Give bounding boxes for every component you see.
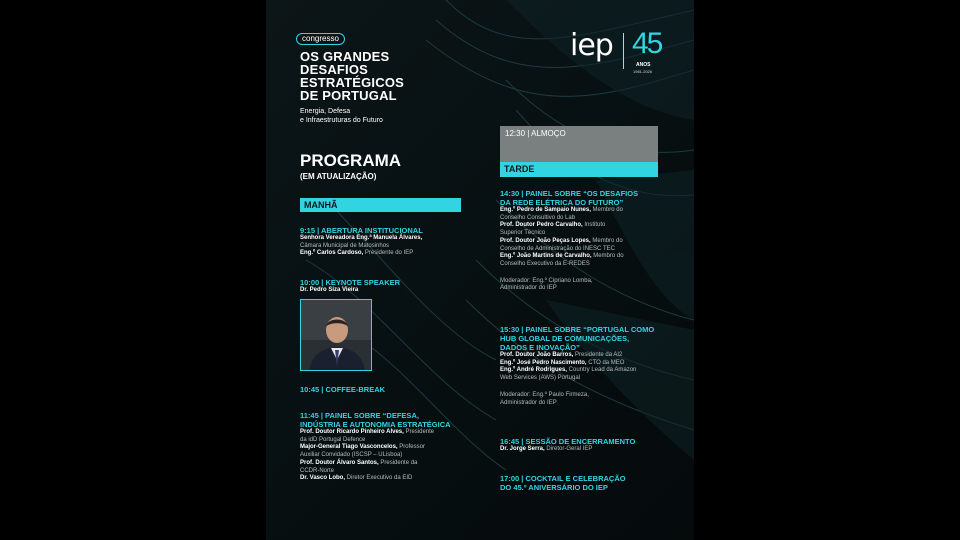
title-line: DE PORTUGAL	[300, 88, 397, 103]
session-painel-rede	[500, 189, 660, 293]
session-heading: 16:45 | SESSÃO DE ENCERRAMENTO	[500, 437, 636, 446]
speaker-line: Dr. Pedro Siza Vieira	[300, 287, 359, 293]
speaker-line: Superior Técnico	[500, 230, 546, 237]
anniversary-number: 45	[632, 27, 662, 60]
title-line: OS GRANDES	[300, 49, 390, 64]
moderator-line: Administrador do IEP	[500, 285, 557, 292]
speaker-line: Prof. Doutor João Barros, Presidente da AI2	[500, 352, 623, 358]
session-abertura	[300, 226, 460, 258]
speaker-line: Eng.º Carlos Cardoso, Presidente do IEP	[300, 250, 414, 257]
session-heading: 9:15 | ABERTURA INSTITUCIONAL	[300, 226, 423, 235]
session-heading: 15:30 | PAINEL SOBRE “PORTUGAL COMO	[500, 325, 655, 334]
speaker-line: Prof. Doutor Pedro Carvalho, Instituto	[500, 222, 606, 229]
section-band-manha: MANHÃ	[300, 198, 461, 212]
almoco-label: 12:30 | ALMOÇO	[505, 129, 566, 138]
anniversary-anos: ANOS	[636, 62, 651, 68]
congress-title	[300, 50, 404, 102]
session-painel-defesa	[300, 411, 460, 483]
speaker-line: Eng.º André Rodrigues, Country Lead da Amazon	[500, 367, 637, 374]
event-poster	[266, 0, 694, 540]
speaker-portrait-illustration	[301, 300, 372, 371]
logo-divider	[623, 33, 624, 69]
programa-note: (EM ATUALIZAÇÃO)	[300, 172, 377, 181]
session-painel-hub	[500, 325, 660, 407]
session-heading: 17:00 | COCKTAIL E CELEBRAÇÃO	[500, 474, 626, 483]
speaker-line: Eng.º João Martins de Carvalho, Membro do	[500, 253, 624, 260]
moderator-line: Moderador: Eng.º Paulo Firmeza,	[500, 391, 589, 398]
congress-subtitle	[300, 107, 430, 125]
session-heading: DO 45.º ANIVERSÁRIO DO IEP	[500, 483, 608, 492]
almoco-block	[500, 126, 658, 162]
session-encerramento	[500, 437, 660, 454]
session-heading: HUB GLOBAL DE COMUNICAÇÕES,	[500, 334, 630, 343]
session-coffee	[300, 385, 460, 394]
speaker-line: Prof. Doutor Álvaro Santos, Presidente da	[300, 459, 418, 466]
iep-logo: iep	[570, 28, 613, 63]
title-line: DESAFIOS	[300, 62, 369, 77]
anniversary-years: 1981-2026	[633, 69, 653, 74]
speaker-line: Auxiliar Convidado (ISCSP – ULisboa)	[300, 452, 403, 459]
speaker-line: Eng.º Pedro de Sampaio Nunes, Membro do	[500, 207, 623, 213]
subtitle-line: Energia, Defesa	[300, 108, 351, 115]
moderator-line: Administrador do IEP	[500, 399, 557, 406]
session-heading: INDÚSTRIA E AUTONOMIA ESTRATÉGICA	[300, 420, 451, 429]
title-line: ESTRATÉGICOS	[300, 75, 405, 90]
speaker-line: da idD Portugal Defence	[300, 436, 366, 443]
speaker-line: Conselho Consultivo do Lab	[500, 214, 576, 221]
session-heading: 10:00 | KEYNOTE SPEAKER	[300, 278, 401, 287]
session-keynote	[300, 278, 460, 295]
subtitle-line: e Infraestruturas do Futuro	[300, 117, 383, 124]
speaker-line: Dr. Jorge Serra, Diretor-Geral IEP	[500, 446, 593, 452]
session-heading: 10:45 | COFFEE-BREAK	[300, 385, 386, 394]
session-heading: 11:45 | PAINEL SOBRE “DEFESA,	[300, 411, 419, 420]
congresso-badge: congresso	[296, 33, 345, 45]
speaker-line: Prof. Doutor Ricardo Pinheiro Alves, Presidente	[300, 429, 435, 435]
speaker-line: Conselho Executivo da E-REDES	[500, 260, 590, 267]
speaker-line: Prof. Doutor João Peças Lopes, Membro do	[500, 237, 623, 244]
programa-title: PROGRAMA	[300, 151, 402, 170]
section-band-tarde: TARDE	[500, 162, 658, 177]
moderator-line: Moderador: Eng.º Cipriano Lomba,	[500, 277, 593, 284]
speaker-line: Senhora Vereadora Eng.ª Manuela Álvares,	[300, 235, 423, 241]
session-heading: DADOS E INOVAÇÃO”	[500, 343, 580, 352]
speaker-line: Web Services (AWS) Portugal	[500, 375, 581, 382]
speaker-line: Eng.º José Pedro Nascimento, CTO da MEO	[500, 359, 625, 366]
session-heading: 14:30 | PAINEL SOBRE “OS DESAFIOS	[500, 189, 639, 198]
session-cocktail	[500, 474, 660, 492]
session-heading: DA REDE ELÉTRICA DO FUTURO”	[500, 198, 624, 207]
speaker-line: Dr. Vasco Lobo, Diretor Executivo da EID	[300, 475, 413, 482]
speaker-line: Major-General Tiago Vasconcelos, Professor	[300, 444, 425, 451]
speaker-line: CCDR-Norte	[300, 467, 335, 474]
speaker-line: Conselho de Administração do INESC TEC	[500, 245, 615, 252]
speaker-photo	[300, 299, 372, 371]
speaker-line: Câmara Municipal de Matosinhos	[300, 242, 390, 249]
